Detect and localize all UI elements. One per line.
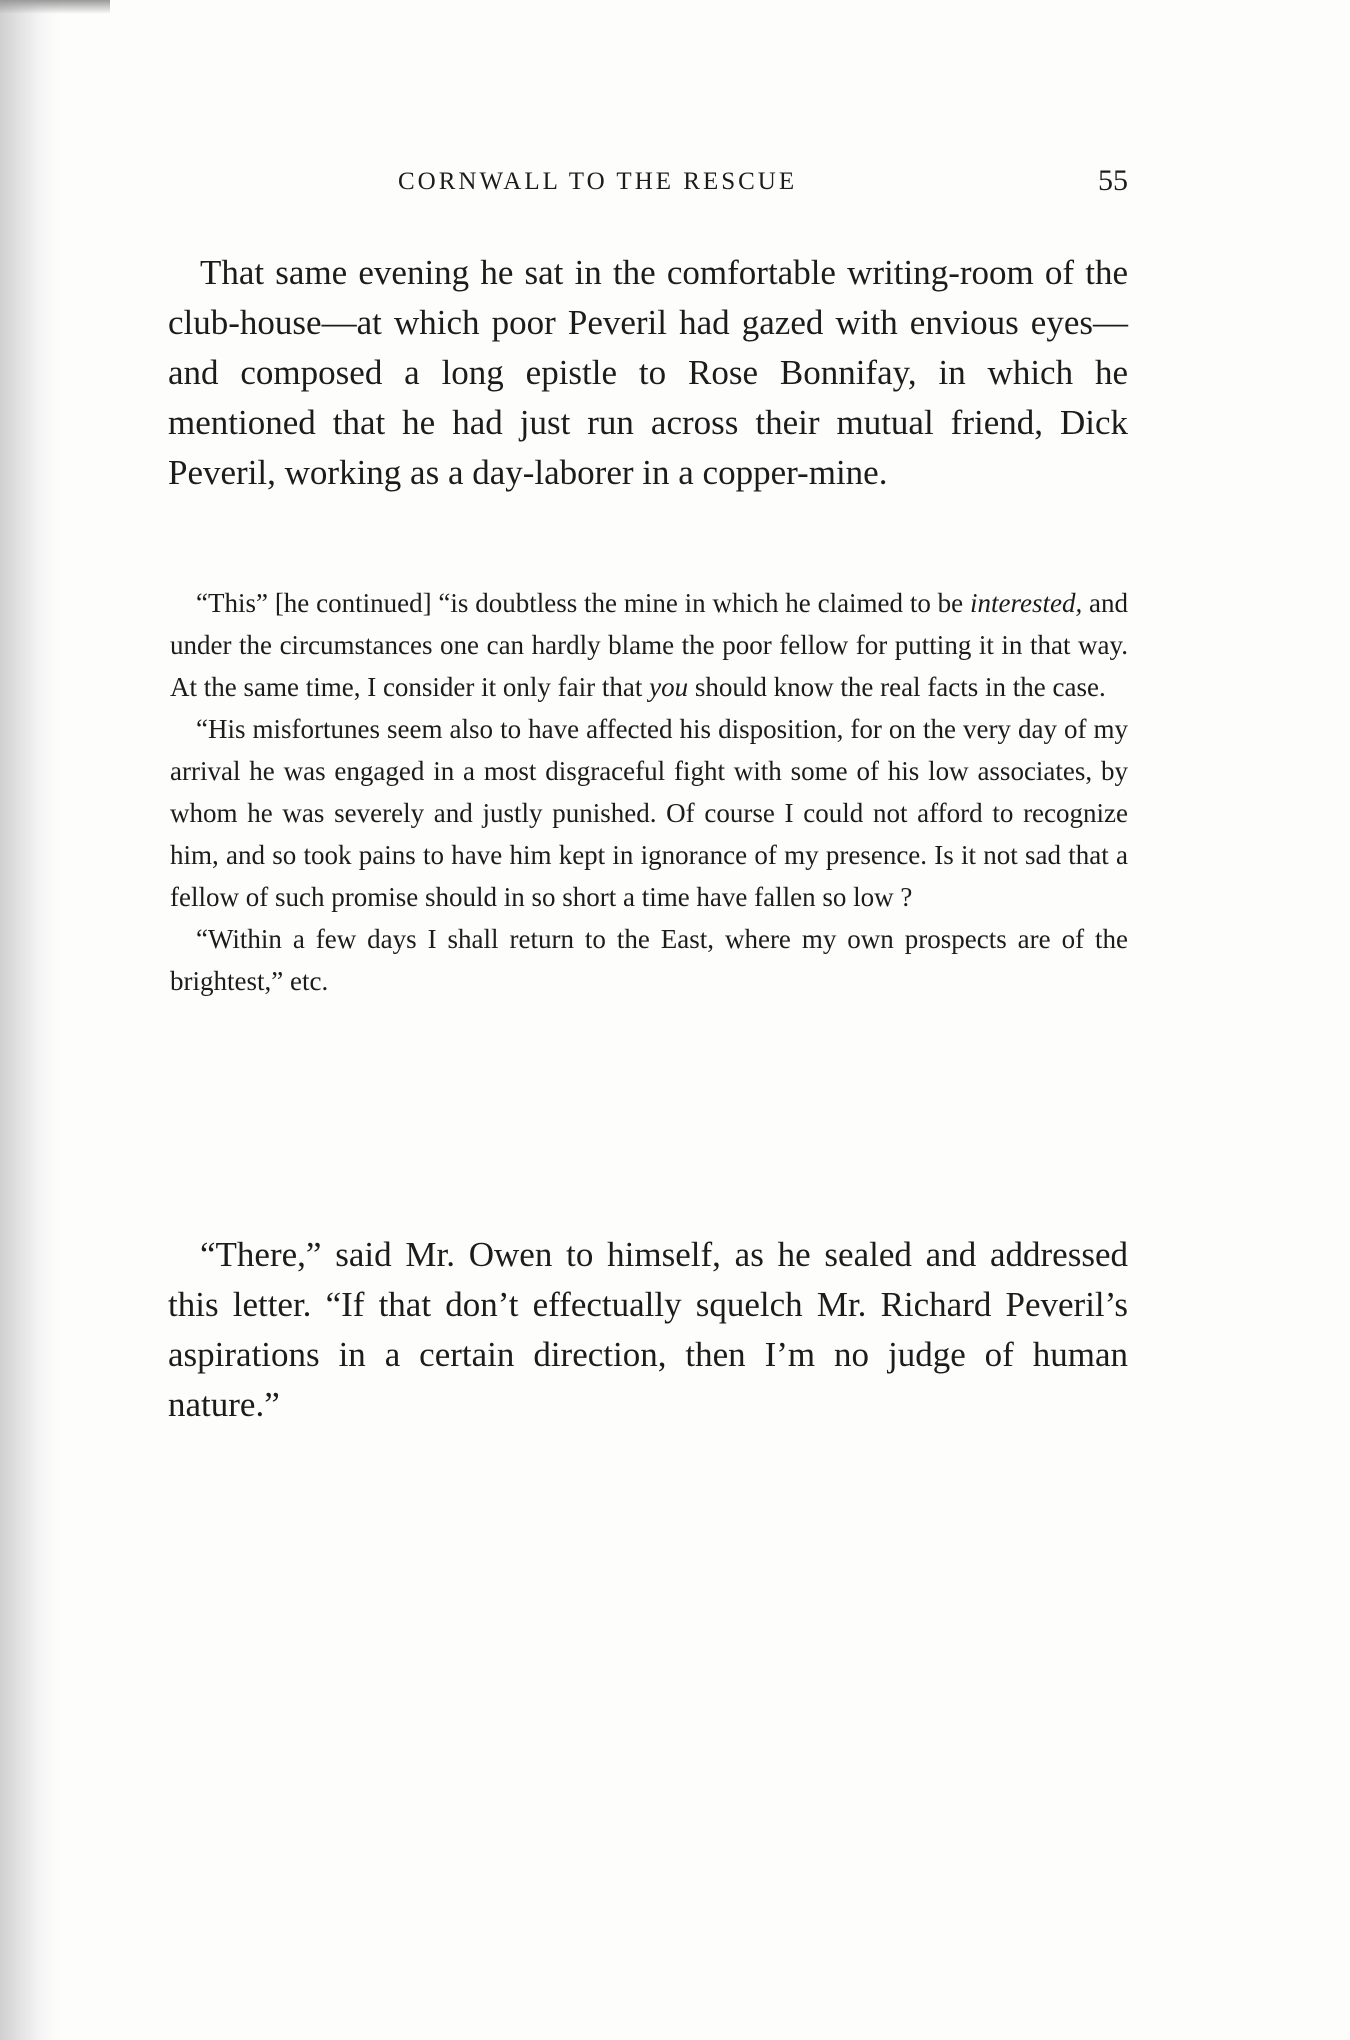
running-title: CORNWALL TO THE RESCUE <box>398 168 798 195</box>
narrative-paragraph-2 <box>168 1230 1128 1430</box>
letter-text-c: should know the real facts in the case. <box>694 672 1106 702</box>
letter-text-a: “is doubtless the mine in which he claimed to be <box>438 588 964 618</box>
letter-text-b: and under the circumstances one can hardly blame the poor fellow for putting it in that way. At the same time, I consider it only fair that <box>170 588 1129 702</box>
letter-paragraph-1 <box>170 582 1128 708</box>
letter-paragraph-3: “Within a few days I shall return to the East, where my own prospects are of the brightest,” etc. <box>170 924 1128 996</box>
letter-emphasis-you: you <box>649 672 689 702</box>
letter-bracket-note: [he continued] <box>274 588 432 618</box>
letter-paragraph-2: “His misfortunes seem also to have affected his disposition, for on the very day of my arrival he was engaged in a most disgraceful fight with some of his low associates, by whom he was severely and justly punished. Of course I could not afford to recognize him, and so took pains to have him kept in ignorance of my presence. Is it not sad that a fellow of such promise should in so short a time have fallen so low ? <box>170 714 1128 912</box>
letter-emphasis-interested: interested, <box>970 588 1083 618</box>
paragraph-text: “There,” said Mr. Owen to himself, as he sealed and addressed this letter. “If that don’t effectually squelch Mr. Richard Peveril’s aspirations in a certain direction, then I’m no judge of human nature.” <box>168 1235 1128 1424</box>
narrative-paragraph-1 <box>168 248 1128 498</box>
corner-shadow <box>0 0 110 14</box>
letter-open-quote: “This” <box>196 588 268 618</box>
page-number: 55 <box>1098 164 1128 197</box>
gutter-shadow <box>0 0 60 2040</box>
paragraph-text: That same evening he sat in the comfortable writing-room of the club-house—at which poor Peveril had gazed with envious eyes—and composed a long epistle to Rose Bonnifay, in which he mentioned that he had just run across their mutual friend, Dick Peveril, working as a day-laborer in a copper-mine. <box>168 253 1128 492</box>
quoted-letter <box>170 582 1128 1002</box>
page-header <box>168 164 1128 208</box>
